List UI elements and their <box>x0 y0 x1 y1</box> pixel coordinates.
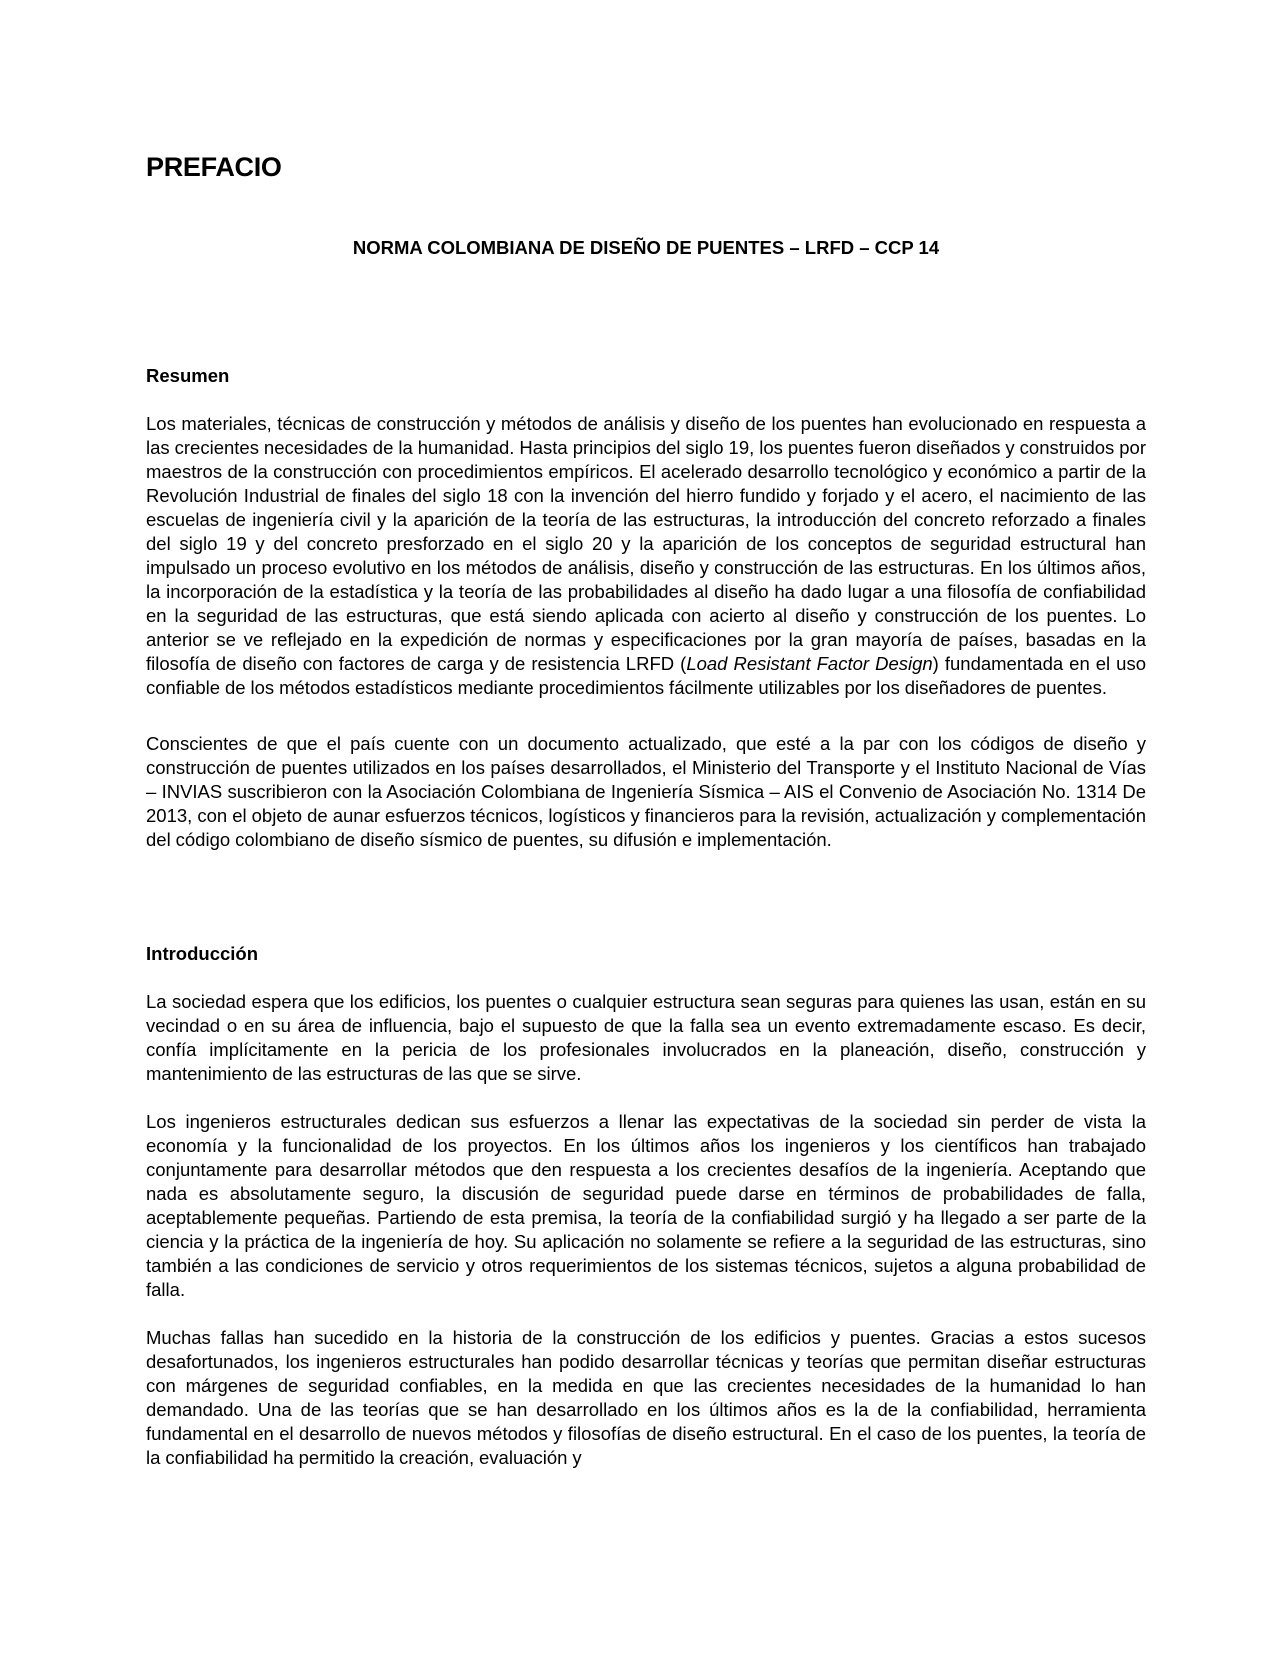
introduccion-paragraph-3: Muchas fallas han sucedido en la historia de la construcción de los edificios y puentes. Gracias a estos sucesos desafortunados, los ingenieros estructurales han podido desarrollar técnicas y teorías que permitan diseñar estructuras con márgenes de seguridad confiables, en la medida en que las crecientes necesidades de la humanidad lo han demandado. Una de las teorías que se han desarrollado en los últimos años es la de la confiabilidad, herramienta fundamental en el desarrollo de nuevos métodos y filosofías de diseño estructural. En el caso de los puentes, la teoría de la confiabilidad ha permitido la creación, evaluación y <box>146 1327 1146 1468</box>
section-heading-resumen: Resumen <box>146 365 230 386</box>
section-introduccion <box>146 942 1146 1470</box>
section-heading-introduccion: Introducción <box>146 943 259 964</box>
section-resumen <box>146 364 1146 852</box>
resumen-paragraph-2: Conscientes de que el país cuente con un documento actualizado, que esté a la par con los códigos de diseño y construcción de puentes utilizados en los países desarrollados, el Ministerio del Transporte y el Instituto Nacional de Vías – INVIAS suscribieron con la Asociación Colombiana de Ingeniería Sísmica – AIS el Convenio de Asociación No. 1314 De 2013, con el objeto de aunar esfuerzos técnicos, logísticos y financieros para la revisión, actualización y complementación del código colombiano de diseño sísmico de puentes, su difusión e implementación. <box>146 733 1146 850</box>
resumen-paragraph-1-italic: Load Resistant Factor Design <box>686 653 933 674</box>
resumen-paragraph-1 <box>146 412 1146 700</box>
introduccion-paragraph-2: Los ingenieros estructurales dedican sus esfuerzos a llenar las expectativas de la sociedad sin perder de vista la economía y la funcionalidad de los proyectos. En los últimos años los ingenieros y los científicos han trabajado conjuntamente para desarrollar métodos que den respuesta a los crecientes desafíos de la ingeniería. Aceptando que nada es absolutamente seguro, la discusión de seguridad puede darse en términos de probabilidades de falla, aceptablemente pequeñas. Partiendo de esta premisa, la teoría de la confiabilidad surgió y ha llegado a ser parte de la ciencia y la práctica de la ingeniería de hoy. Su aplicación no solamente se refiere a la seguridad de las estructuras, sino también a las condiciones de servicio y otros requerimientos de los sistemas técnicos, sujetos a alguna probabilidad de falla. <box>146 1111 1146 1300</box>
document-subtitle: NORMA COLOMBIANA DE DISEÑO DE PUENTES – LRFD – CCP 14 <box>352 237 940 258</box>
introduccion-paragraph-1: La sociedad espera que los edificios, los puentes o cualquier estructura sean seguras para quienes las usan, están en su vecindad o en su área de influencia, bajo el supuesto de que la falla sea un evento extremadamente escaso. Es decir, confía implícitamente en la pericia de los profesionales involucrados en la planeación, diseño, construcción y mantenimiento de las estructuras de las que se sirve. <box>146 991 1146 1084</box>
page-title: PREFACIO <box>146 152 282 182</box>
resumen-paragraph-1-text-b: ) fundamentada en el uso confiable de los métodos estadísticos mediante procedimientos fácilmente utilizables por los diseñadores de puentes. <box>146 653 1147 698</box>
resumen-paragraph-1-text-a: Los materiales, técnicas de construcción y métodos de análisis y diseño de los puentes han evolucionado en respuesta a las crecientes necesidades de la humanidad. Hasta principios del siglo 19, los puentes fueron diseñados y construidos por maestros de la construcción con procedimientos empíricos. El acelerado desarrollo tecnológico y económico a partir de la Revolución Industrial de finales del siglo 18 con la invención del hierro fundido y forjado y el acero, el nacimiento de las escuelas de ingeniería civil y la aparición de la teoría de las estructuras, la introducción del concreto reforzado a finales del siglo 19 y del concreto presforzado en el siglo 20 y la aparición de los conceptos de seguridad estructural han impulsado un proceso evolutivo en los métodos de análisis, diseño y construcción de las estructuras. En los últimos años, la incorporación de la estadística y la teoría de las probabilidades al diseño ha dado lugar a una filosofía de confiabilidad en la seguridad de las estructuras, que está siendo aplicada con acierto al diseño y construcción de los puentes. Lo anterior se ve reflejado en la expedición de normas y especificaciones por la gran mayoría de países, basadas en la filosofía de diseño con factores de carga y de resistencia LRFD ( <box>146 413 1146 674</box>
